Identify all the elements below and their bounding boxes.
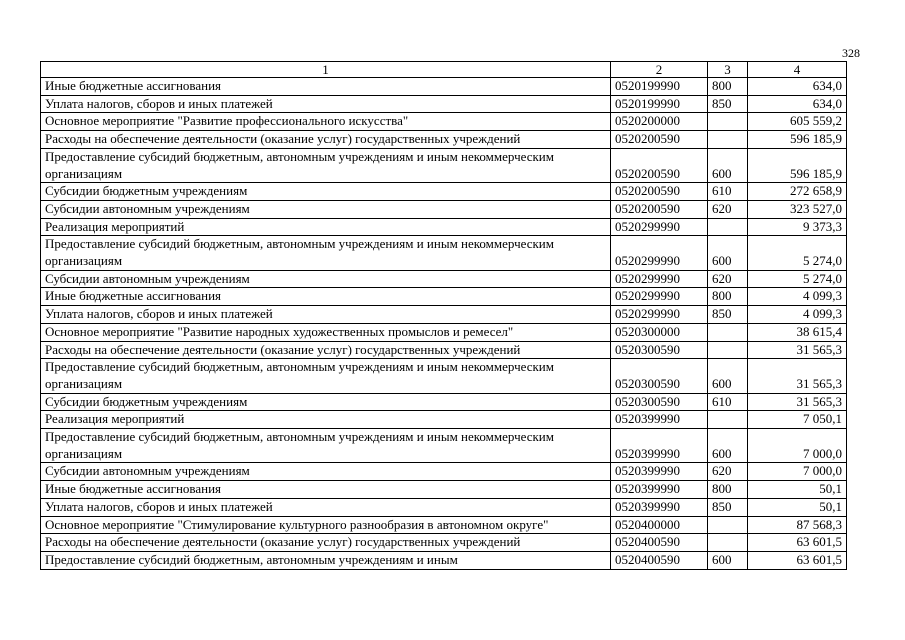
table-row xyxy=(41,306,847,324)
row-name-cell: Субсидии автономным учреждениям xyxy=(41,463,611,481)
table-row xyxy=(41,551,847,569)
table-row xyxy=(41,498,847,516)
table-row xyxy=(41,131,847,149)
row-amount-cell: 31 565,3 xyxy=(748,393,847,411)
row-code-cell: 0520299990 xyxy=(611,270,708,288)
table-row xyxy=(41,341,847,359)
row-code-cell: 0520300590 xyxy=(611,359,708,393)
table-row xyxy=(41,113,847,131)
row-name-cell: Основное мероприятие "Развитие профессионального искусства" xyxy=(41,113,611,131)
row-code-cell: 0520300590 xyxy=(611,393,708,411)
row-name-cell: Иные бюджетные ассигнования xyxy=(41,288,611,306)
row-code-cell: 0520399990 xyxy=(611,429,708,463)
row-expense-type-cell: 800 xyxy=(708,481,748,499)
row-code-cell: 0520400590 xyxy=(611,551,708,569)
table-row xyxy=(41,516,847,534)
row-name-cell: Субсидии автономным учреждениям xyxy=(41,270,611,288)
row-amount-cell: 605 559,2 xyxy=(748,113,847,131)
row-amount-cell: 7 050,1 xyxy=(748,411,847,429)
row-amount-cell: 4 099,3 xyxy=(748,288,847,306)
row-name-cell: Иные бюджетные ассигнования xyxy=(41,78,611,96)
row-expense-type-cell: 620 xyxy=(708,463,748,481)
row-amount-cell: 63 601,5 xyxy=(748,551,847,569)
row-expense-type-cell: 620 xyxy=(708,200,748,218)
table-row xyxy=(41,359,847,393)
row-name-cell: Предоставление субсидий бюджетным, автономным учреждениям и иным xyxy=(41,551,611,569)
table-row xyxy=(41,429,847,463)
row-amount-cell: 323 527,0 xyxy=(748,200,847,218)
row-expense-type-cell: 600 xyxy=(708,236,748,270)
table-header-row xyxy=(41,62,847,78)
row-amount-cell: 272 658,9 xyxy=(748,183,847,201)
row-name-cell: Уплата налогов, сборов и иных платежей xyxy=(41,498,611,516)
table-row xyxy=(41,463,847,481)
table-row xyxy=(41,481,847,499)
row-amount-cell: 634,0 xyxy=(748,78,847,96)
table-row xyxy=(41,183,847,201)
row-name-cell: Субсидии бюджетным учреждениям xyxy=(41,393,611,411)
row-amount-cell: 50,1 xyxy=(748,498,847,516)
row-name-cell: Субсидии автономным учреждениям xyxy=(41,200,611,218)
row-code-cell: 0520399990 xyxy=(611,463,708,481)
row-code-cell: 0520299990 xyxy=(611,236,708,270)
row-code-cell: 0520200590 xyxy=(611,148,708,182)
row-expense-type-cell: 850 xyxy=(708,95,748,113)
row-name-cell: Уплата налогов, сборов и иных платежей xyxy=(41,95,611,113)
row-code-cell: 0520299990 xyxy=(611,218,708,236)
row-expense-type-cell xyxy=(708,218,748,236)
row-expense-type-cell: 850 xyxy=(708,306,748,324)
row-name-cell: Предоставление субсидий бюджетным, автономным учреждениям и иным некоммерческим организациям xyxy=(41,429,611,463)
row-code-cell: 0520399990 xyxy=(611,481,708,499)
row-expense-type-cell xyxy=(708,516,748,534)
table-row xyxy=(41,148,847,182)
row-amount-cell: 63 601,5 xyxy=(748,534,847,552)
row-amount-cell: 5 274,0 xyxy=(748,236,847,270)
row-expense-type-cell xyxy=(708,323,748,341)
row-code-cell: 0520200590 xyxy=(611,131,708,149)
row-amount-cell: 87 568,3 xyxy=(748,516,847,534)
row-code-cell: 0520200590 xyxy=(611,200,708,218)
row-code-cell: 0520399990 xyxy=(611,498,708,516)
row-expense-type-cell: 800 xyxy=(708,288,748,306)
row-name-cell: Иные бюджетные ассигнования xyxy=(41,481,611,499)
table-body xyxy=(41,62,847,570)
row-name-cell: Предоставление субсидий бюджетным, автономным учреждениям и иным некоммерческим организациям xyxy=(41,148,611,182)
row-name-cell: Расходы на обеспечение деятельности (оказание услуг) государственных учреждений xyxy=(41,534,611,552)
row-name-cell: Уплата налогов, сборов и иных платежей xyxy=(41,306,611,324)
table-row xyxy=(41,534,847,552)
table-row xyxy=(41,288,847,306)
header-col-2: 2 xyxy=(611,62,708,78)
header-col-4: 4 xyxy=(748,62,847,78)
row-code-cell: 0520200590 xyxy=(611,183,708,201)
row-amount-cell: 7 000,0 xyxy=(748,429,847,463)
row-code-cell: 0520299990 xyxy=(611,288,708,306)
table-row xyxy=(41,323,847,341)
row-name-cell: Предоставление субсидий бюджетным, автономным учреждениям и иным некоммерческим организациям xyxy=(41,359,611,393)
row-amount-cell: 38 615,4 xyxy=(748,323,847,341)
row-amount-cell: 5 274,0 xyxy=(748,270,847,288)
row-code-cell: 0520199990 xyxy=(611,95,708,113)
row-expense-type-cell: 600 xyxy=(708,359,748,393)
row-name-cell: Основное мероприятие "Развитие народных художественных промыслов и ремесел" xyxy=(41,323,611,341)
row-code-cell: 0520300000 xyxy=(611,323,708,341)
table-row xyxy=(41,95,847,113)
row-code-cell: 0520399990 xyxy=(611,411,708,429)
row-name-cell: Основное мероприятие "Стимулирование культурного разнообразия в автономном округе" xyxy=(41,516,611,534)
table-row xyxy=(41,236,847,270)
row-code-cell: 0520400590 xyxy=(611,534,708,552)
row-amount-cell: 31 565,3 xyxy=(748,359,847,393)
table-row xyxy=(41,200,847,218)
header-col-3: 3 xyxy=(708,62,748,78)
table-row xyxy=(41,411,847,429)
row-amount-cell: 31 565,3 xyxy=(748,341,847,359)
row-amount-cell: 634,0 xyxy=(748,95,847,113)
row-expense-type-cell xyxy=(708,411,748,429)
row-code-cell: 0520400000 xyxy=(611,516,708,534)
row-expense-type-cell xyxy=(708,131,748,149)
row-amount-cell: 596 185,9 xyxy=(748,148,847,182)
row-expense-type-cell: 610 xyxy=(708,183,748,201)
row-expense-type-cell: 850 xyxy=(708,498,748,516)
row-expense-type-cell xyxy=(708,341,748,359)
row-name-cell: Расходы на обеспечение деятельности (оказание услуг) государственных учреждений xyxy=(41,341,611,359)
row-code-cell: 0520199990 xyxy=(611,78,708,96)
row-code-cell: 0520299990 xyxy=(611,306,708,324)
row-expense-type-cell: 600 xyxy=(708,429,748,463)
row-name-cell: Расходы на обеспечение деятельности (оказание услуг) государственных учреждений xyxy=(41,131,611,149)
row-expense-type-cell: 610 xyxy=(708,393,748,411)
row-amount-cell: 50,1 xyxy=(748,481,847,499)
row-amount-cell: 4 099,3 xyxy=(748,306,847,324)
row-expense-type-cell: 600 xyxy=(708,551,748,569)
row-code-cell: 0520300590 xyxy=(611,341,708,359)
table-row xyxy=(41,218,847,236)
row-name-cell: Предоставление субсидий бюджетным, автономным учреждениям и иным некоммерческим организациям xyxy=(41,236,611,270)
table-row xyxy=(41,270,847,288)
table-row xyxy=(41,78,847,96)
row-expense-type-cell: 620 xyxy=(708,270,748,288)
row-expense-type-cell xyxy=(708,113,748,131)
page-number: 328 xyxy=(842,46,860,60)
row-expense-type-cell xyxy=(708,534,748,552)
row-name-cell: Субсидии бюджетным учреждениям xyxy=(41,183,611,201)
row-expense-type-cell: 600 xyxy=(708,148,748,182)
row-name-cell: Реализация мероприятий xyxy=(41,218,611,236)
row-name-cell: Реализация мероприятий xyxy=(41,411,611,429)
row-expense-type-cell: 800 xyxy=(708,78,748,96)
row-amount-cell: 7 000,0 xyxy=(748,463,847,481)
budget-table xyxy=(40,61,847,570)
table-row xyxy=(41,393,847,411)
row-code-cell: 0520200000 xyxy=(611,113,708,131)
row-amount-cell: 9 373,3 xyxy=(748,218,847,236)
header-col-1: 1 xyxy=(41,62,611,78)
row-amount-cell: 596 185,9 xyxy=(748,131,847,149)
